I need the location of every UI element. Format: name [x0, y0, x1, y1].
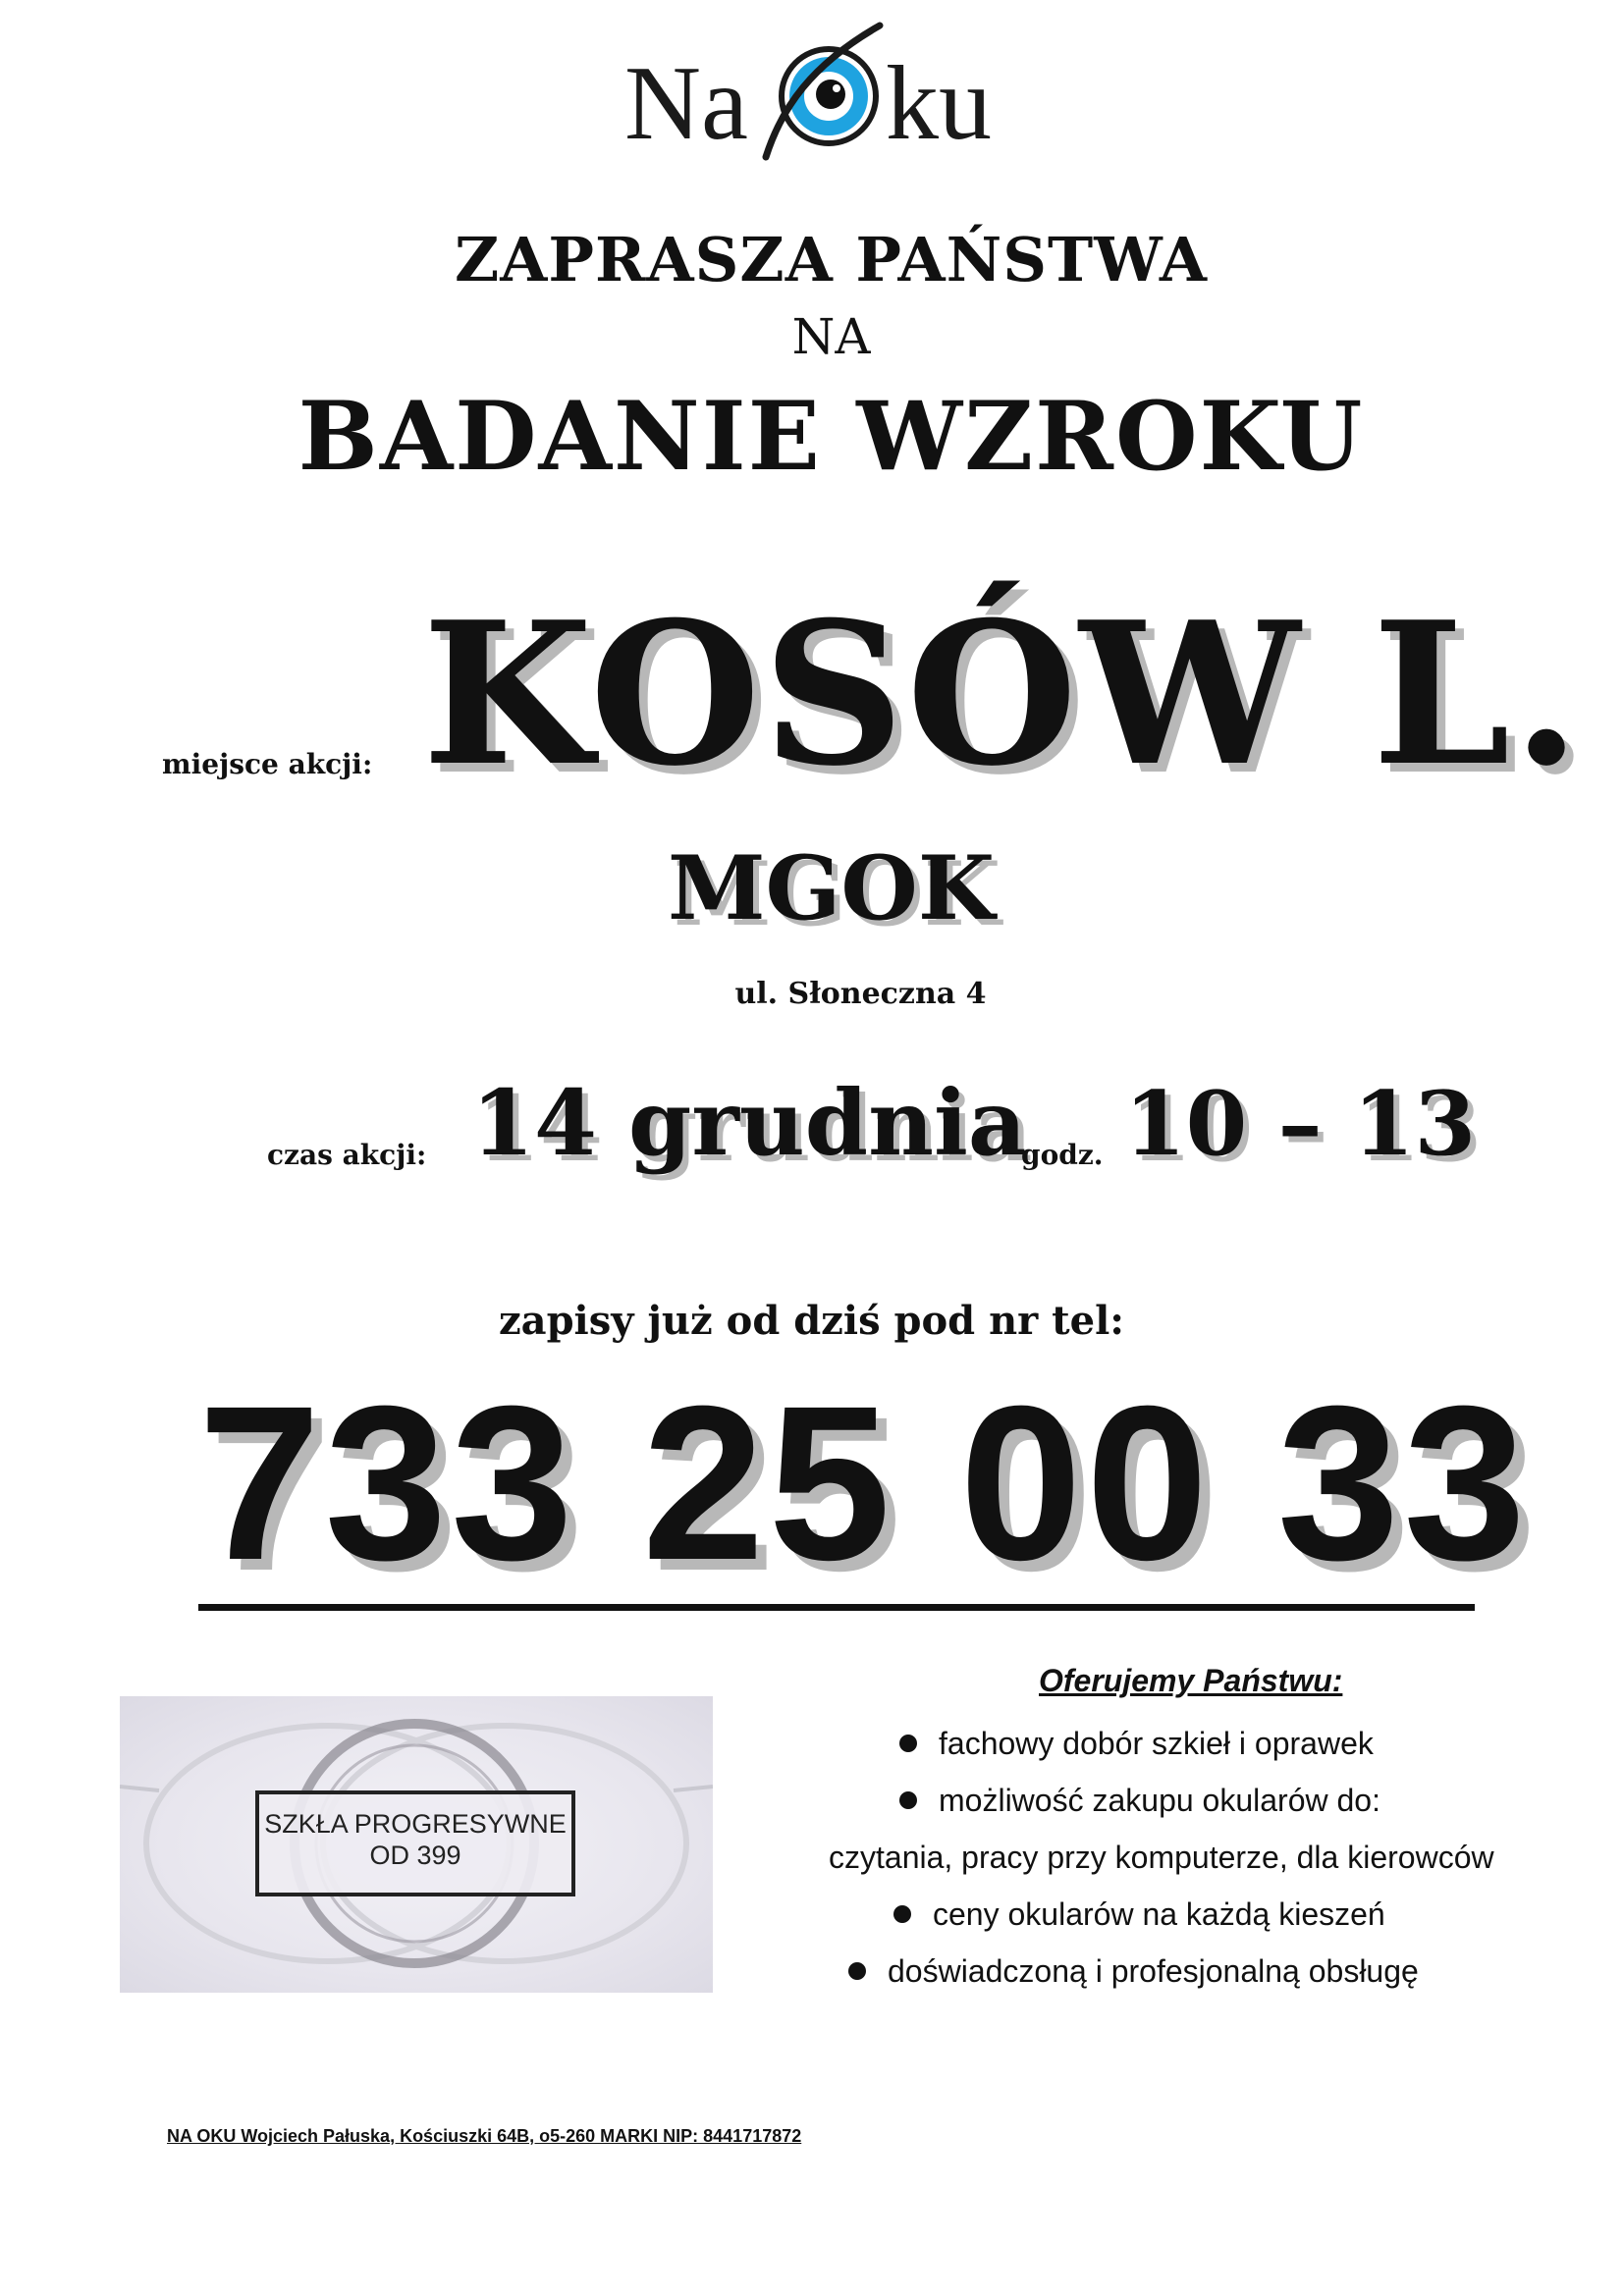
offer-item	[899, 1726, 1374, 1762]
street-address: ul. Słoneczna 4	[734, 977, 987, 1011]
glasses-photo	[120, 1696, 713, 1993]
city-name: KOSÓW L.	[422, 579, 1583, 810]
bullet-icon	[899, 1735, 917, 1752]
offer-item-text: ceny okularów na każdą kieszeń	[933, 1896, 1385, 1932]
offer-item-text: czytania, pracy przy komputerze, dla kierowców	[829, 1840, 1494, 1875]
eye-icon	[756, 14, 893, 161]
time-label: czas akcji:	[267, 1139, 427, 1171]
logo-text-na: Na	[624, 45, 748, 162]
promo-badge	[255, 1790, 575, 1896]
offer-item-continuation	[829, 1840, 1494, 1876]
hours-label: godz.	[1021, 1139, 1104, 1171]
place-label: miejsce akcji:	[162, 748, 373, 780]
phone-number: 733 25 00 33	[198, 1362, 1475, 1611]
logo-text-ku: ku	[886, 45, 992, 162]
bullet-icon	[848, 1962, 866, 1980]
event-hours: 10 – 13	[1124, 1072, 1477, 1176]
offer-item-text: fachowy dobór szkieł i oprawek	[939, 1726, 1374, 1761]
venue-name: MGOK	[667, 836, 996, 940]
promo-line-2: OD 399	[369, 1841, 461, 1870]
bullet-icon	[899, 1791, 917, 1809]
invite-heading: ZAPRASZA PAŃSTWA	[455, 224, 1208, 295]
offer-item	[848, 1953, 1419, 1990]
offer-item-text: doświadczoną i profesjonalną obsługę	[888, 1953, 1419, 1989]
bullet-icon	[893, 1905, 911, 1923]
brand-logo	[609, 10, 1041, 167]
signup-text: zapisy już od dziś pod nr tel:	[498, 1298, 1125, 1344]
offer-item	[899, 1783, 1380, 1819]
promo-line-1: SZKŁA PROGRESYWNE	[264, 1809, 567, 1839]
company-footer: NA OKU Wojciech Pałuska, Kościuszki 64B, o5-260 MARKI NIP: 8441717872	[167, 2126, 802, 2146]
offer-item-text: możliwość zakupu okularów do:	[939, 1783, 1380, 1818]
offer-title: Oferujemy Państwu:	[1039, 1663, 1343, 1698]
event-date: 14 grudnia	[471, 1070, 1027, 1176]
event-title: BADANIE WZROKU	[298, 381, 1365, 492]
invite-na: NA	[791, 308, 871, 365]
offer-item	[893, 1896, 1385, 1933]
